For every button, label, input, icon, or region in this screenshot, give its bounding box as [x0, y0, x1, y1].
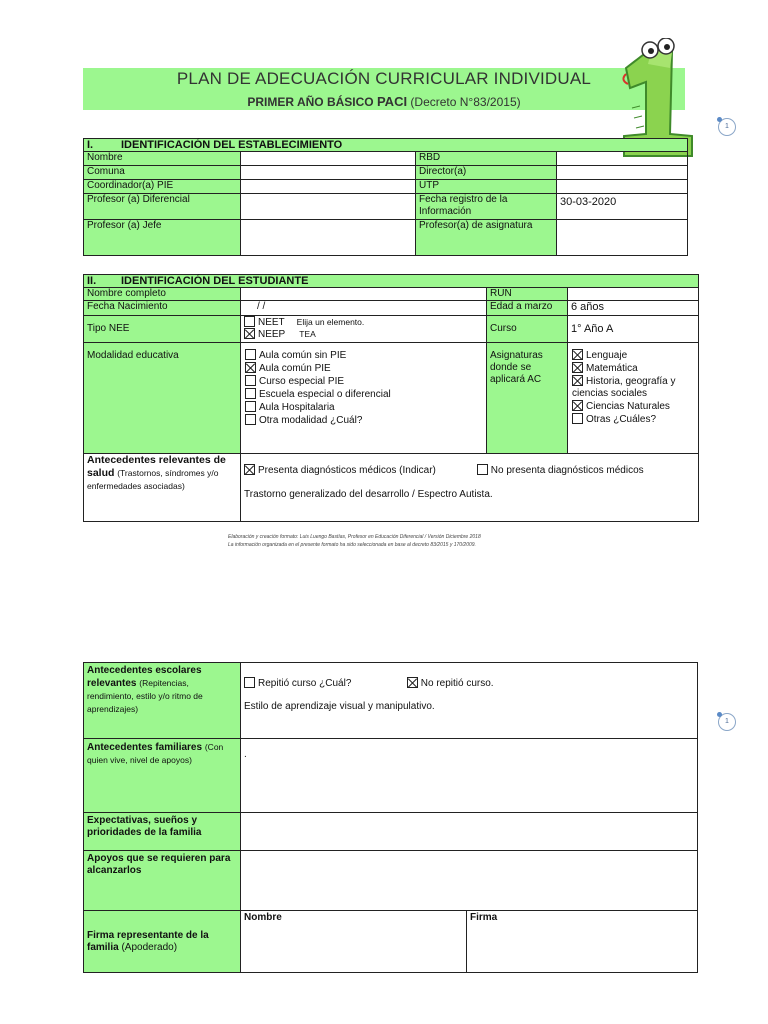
- credits-line-1: Elaboración y creación formato: Luis Luengo Bastías, Profesor en Educación Diferencial / Versión Diciembre 2018: [228, 534, 481, 540]
- section-number: II.: [87, 275, 97, 287]
- escolares-label-small: (Repitencias, rendimiento, estilo y/o ritmo de aprendizajes): [87, 678, 203, 714]
- label-curso: Curso: [487, 316, 568, 343]
- asignatura-option-label: Matemática: [586, 363, 638, 374]
- section-student-heading: [84, 275, 699, 288]
- modalidad-option-label: Otra modalidad ¿Cuál?: [259, 415, 363, 426]
- modalidad-checkbox[interactable]: [245, 388, 256, 399]
- label-edad: Edad a marzo: [487, 301, 568, 316]
- section-background-table: [83, 662, 698, 973]
- asignatura-option-label: Ciencias Naturales: [586, 401, 670, 412]
- modalidad-checkbox[interactable]: [245, 349, 256, 360]
- field-run[interactable]: [568, 288, 699, 301]
- label-salud: [84, 454, 241, 522]
- field-curso[interactable]: 1° Año A: [568, 316, 699, 343]
- field-nombre-completo[interactable]: [241, 288, 487, 301]
- label-asignaturas: Asignaturas donde se aplicará AC: [487, 343, 568, 454]
- asignaturas-options: [568, 343, 699, 454]
- checkbox-no-presenta[interactable]: [477, 464, 488, 475]
- label-modalidad: Modalidad educativa: [84, 343, 241, 454]
- salud-label-small: (Trastornos, síndromes y/o enfermedades asociadas): [87, 468, 219, 491]
- estilo-aprendizaje-text[interactable]: Estilo de aprendizaje visual y manipulativo.: [244, 701, 435, 712]
- modalidad-checkbox[interactable]: [245, 375, 256, 386]
- section-student-table: [83, 274, 699, 522]
- label-apoyos: Apoyos que se requieren para alcanzarlos: [84, 851, 241, 911]
- label-fecha-registro: Fecha registro de la Información: [416, 194, 557, 220]
- field-profesor-asignatura[interactable]: [557, 220, 688, 256]
- document-subtitle: [83, 94, 685, 109]
- subtitle-paci: PACI: [376, 94, 408, 109]
- label-rbd: RBD: [416, 152, 557, 166]
- label-utp: UTP: [416, 180, 557, 194]
- presenta-label: Presenta diagnósticos médicos (Indicar): [258, 465, 436, 476]
- option-no-presenta[interactable]: [477, 465, 644, 476]
- modalidad-checkbox[interactable]: [245, 401, 256, 412]
- field-fecha-registro[interactable]: 30-03-2020: [557, 194, 688, 220]
- modalidad-option[interactable]: [244, 349, 483, 362]
- option-repitio[interactable]: [244, 677, 404, 690]
- asignatura-option-label: Historia, geografía y ciencias sociales: [572, 376, 676, 399]
- familiares-label-small: (Con quien vive, nivel de apoyos): [87, 742, 224, 765]
- neet-label: NEET: [258, 317, 285, 328]
- label-profesor-diferencial: Profesor (a) Diferencial: [84, 194, 241, 220]
- familiares-label-bold: Antecedentes familiares: [87, 742, 203, 753]
- field-edad[interactable]: 6 años: [568, 301, 699, 316]
- asignatura-option-label: Otras ¿Cuáles?: [586, 414, 657, 425]
- section-title: IDENTIFICACIÓN DEL ESTABLECIMIENTO: [121, 139, 343, 151]
- field-firma-representante[interactable]: Firma: [467, 911, 698, 973]
- asignatura-option[interactable]: [571, 413, 695, 426]
- modalidad-option-label: Aula común PIE: [259, 363, 331, 374]
- subtitle-decree: (Decreto N°83/2015): [410, 95, 521, 109]
- page-marker-1[interactable]: 1: [718, 118, 736, 136]
- checkbox-no-repitio[interactable]: [407, 677, 418, 688]
- modalidad-option-label: Curso especial PIE: [259, 376, 345, 387]
- option-neep[interactable]: [244, 328, 483, 340]
- modalidad-checkbox[interactable]: [245, 362, 256, 373]
- neep-label: NEEP: [258, 329, 286, 340]
- modalidad-option[interactable]: [244, 375, 483, 388]
- field-utp[interactable]: [557, 180, 688, 194]
- checkbox-repitio[interactable]: [244, 677, 255, 688]
- modalidad-option-label: Aula Hospitalaria: [259, 402, 335, 413]
- field-tipo-nee: [241, 316, 487, 343]
- modalidad-option[interactable]: [244, 362, 483, 375]
- asignatura-option[interactable]: [571, 349, 695, 362]
- option-no-repitio[interactable]: [407, 678, 494, 689]
- label-director: Director(a): [416, 166, 557, 180]
- modalidad-option[interactable]: [244, 414, 483, 427]
- firma-label-small: (Apoderado): [121, 941, 178, 953]
- field-profesor-jefe[interactable]: [241, 220, 416, 256]
- field-director[interactable]: [557, 166, 688, 180]
- asignatura-checkbox[interactable]: [572, 375, 583, 386]
- field-rbd[interactable]: [557, 152, 688, 166]
- format-credits: [228, 533, 548, 549]
- checkbox-neet[interactable]: [244, 316, 255, 327]
- modalidad-options: [241, 343, 487, 454]
- escolares-label-bold: Antecedentes escolares relevantes: [87, 665, 202, 689]
- option-presenta[interactable]: [244, 464, 474, 477]
- asignatura-option[interactable]: [571, 375, 695, 400]
- field-nombre-representante[interactable]: Nombre: [241, 911, 467, 973]
- neet-dropdown[interactable]: Elija un elemento.: [296, 317, 365, 327]
- modalidad-option[interactable]: [244, 388, 483, 401]
- page-marker-2[interactable]: 1: [718, 713, 736, 731]
- document-title: PLAN DE ADECUACIÓN CURRICULAR INDIVIDUAL: [176, 69, 592, 88]
- label-firma-representante: [84, 911, 241, 973]
- option-neet[interactable]: [244, 316, 483, 328]
- firma-label-bold: Firma representante de la familia: [87, 929, 209, 953]
- salud-label-bold: Antecedentes relevantes de salud: [87, 454, 226, 479]
- field-escolares: [241, 663, 698, 739]
- label-run: RUN: [487, 288, 568, 301]
- section-establishment-table: [83, 138, 688, 256]
- label-profesor-asignatura: Profesor(a) de asignatura: [416, 220, 557, 256]
- checkbox-neep[interactable]: [244, 328, 255, 339]
- section-establishment-heading: [84, 139, 688, 152]
- subtitle-grade: PRIMER AÑO BÁSICO: [247, 95, 374, 109]
- label-comuna: Comuna: [84, 166, 241, 180]
- label-escolares: [84, 663, 241, 739]
- asignatura-option[interactable]: [571, 362, 695, 375]
- field-expectativas[interactable]: [241, 813, 698, 851]
- asignatura-checkbox[interactable]: [572, 349, 583, 360]
- credits-line-2: La información organizada en el presente formato ha sido seleccionada en base al decreto 83/2015 y 170/2009.: [228, 542, 476, 548]
- field-profesor-diferencial[interactable]: [241, 194, 416, 220]
- field-comuna[interactable]: [241, 166, 416, 180]
- field-salud: [241, 454, 699, 522]
- label-expectativas: Expectativas, sueños y prioridades de la familia: [84, 813, 241, 851]
- label-nombre-completo: Nombre completo: [84, 288, 241, 301]
- modalidad-option-label: Aula común sin PIE: [259, 350, 347, 361]
- modalidad-option-label: Escuela especial o diferencial: [259, 389, 391, 400]
- salud-diagnosis-text[interactable]: Trastorno generalizado del desarrollo / Espectro Autista.: [244, 489, 493, 500]
- modalidad-option[interactable]: [244, 401, 483, 414]
- field-fecha-nacimiento[interactable]: / /: [241, 301, 487, 316]
- asignatura-option-label: Lenguaje: [586, 350, 628, 361]
- checkbox-presenta[interactable]: [244, 464, 255, 475]
- asignatura-option[interactable]: [571, 400, 695, 413]
- field-apoyos[interactable]: [241, 851, 698, 911]
- label-fecha-nacimiento: Fecha Nacimiento: [84, 301, 241, 316]
- section-number: I.: [87, 139, 94, 151]
- label-nombre: Nombre: [84, 152, 241, 166]
- asignatura-checkbox[interactable]: [572, 400, 583, 411]
- label-coordinador: Coordinador(a) PIE: [84, 180, 241, 194]
- no-repitio-label: No repitió curso.: [420, 678, 494, 689]
- modalidad-checkbox[interactable]: [245, 414, 256, 425]
- label-tipo-nee: Tipo NEE: [84, 316, 241, 343]
- field-familiares[interactable]: .: [241, 739, 698, 813]
- field-coordinador[interactable]: [241, 180, 416, 194]
- neep-dropdown[interactable]: TEA: [299, 329, 316, 339]
- asignatura-checkbox[interactable]: [572, 362, 583, 373]
- asignatura-checkbox[interactable]: [572, 413, 583, 424]
- no-presenta-label: No presenta diagnósticos médicos: [490, 465, 644, 476]
- label-profesor-jefe: Profesor (a) Jefe: [84, 220, 241, 256]
- field-nombre[interactable]: [241, 152, 416, 166]
- label-familiares: [84, 739, 241, 813]
- repitio-label: Repitió curso ¿Cuál?: [258, 678, 352, 689]
- section-title: IDENTIFICACIÓN DEL ESTUDIANTE: [121, 275, 309, 287]
